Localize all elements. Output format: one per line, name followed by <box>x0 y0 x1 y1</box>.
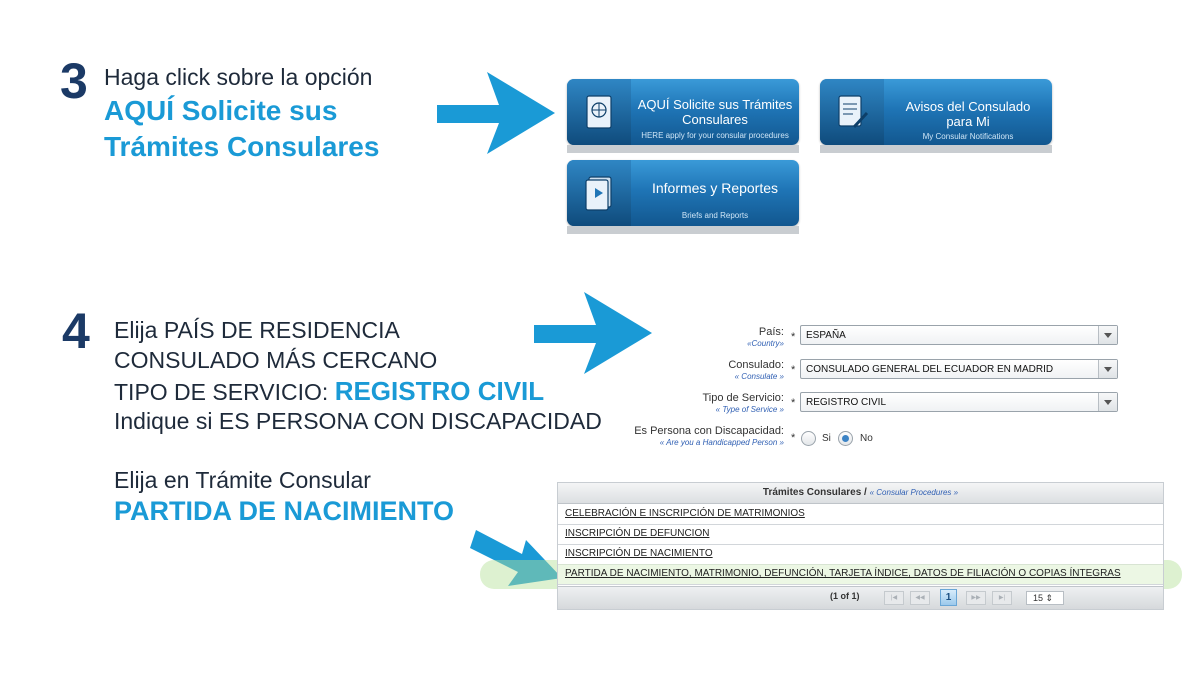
pais-label: País: «Country» <box>600 326 784 350</box>
informes-subtitle: Briefs and Reports <box>681 211 749 220</box>
consulado-value: CONSULADO GENERAL DEL ECUADOR EN MADRID <box>806 364 1054 375</box>
chevron-down-icon[interactable] <box>1098 393 1117 411</box>
chevron-down-icon[interactable] <box>1098 326 1117 344</box>
document-pen-icon <box>834 93 870 133</box>
servicio-select[interactable] <box>800 392 1118 412</box>
step-4-line-1: Elija PAÍS DE RESIDENCIA <box>114 317 400 343</box>
page-size-select[interactable]: 15 ⇕ <box>1026 591 1064 605</box>
last-page-icon[interactable]: ▶| <box>992 591 1012 605</box>
page-size-value: 15 <box>1033 593 1044 603</box>
required-mark: * <box>791 364 796 376</box>
avisos-title-line-1: Avisos del Consulado <box>905 99 1031 114</box>
step-4-number: 4 <box>62 303 90 359</box>
step-3-intro: Haga click sobre la opción <box>104 64 373 90</box>
discapacidad-label: Es Persona con Discapacidad: « Are you a Handicapped Person » <box>600 425 784 449</box>
consulado-label: Consulado: « Consulate » <box>600 359 784 383</box>
required-mark: * <box>791 397 796 409</box>
pais-select[interactable] <box>800 325 1118 345</box>
discapacidad-si-label: Si <box>822 433 831 444</box>
required-mark: * <box>791 331 796 343</box>
next-page-icon[interactable]: ▶▶ <box>966 591 986 605</box>
arrow-right-icon <box>437 72 555 154</box>
discapacidad-no-label: No <box>860 433 873 444</box>
step-3-option-line-2: Trámites Consulares <box>104 131 380 162</box>
table-header-sub: « Consular Procedures » <box>869 488 959 497</box>
button-shadow <box>820 145 1052 153</box>
consulado-select[interactable] <box>800 359 1118 379</box>
servicio-sublabel: « Type of Service » <box>715 405 784 414</box>
consulado-sublabel: « Consulate » <box>734 372 784 381</box>
avisos-title-line-2: para Mi <box>946 114 990 129</box>
avisos-subtitle: My Consular Notifications <box>922 132 1014 141</box>
table-pager <box>558 586 1163 609</box>
step-3-number: 3 <box>60 53 88 109</box>
required-mark: * <box>791 432 796 444</box>
informes-reportes-button[interactable] <box>567 160 799 226</box>
tramites-title-line-2: Consulares <box>682 112 748 127</box>
step-4-line-4: Indique si ES PERSONA CON DISCAPACIDAD <box>114 408 602 434</box>
discapacidad-si-radio[interactable] <box>801 431 816 446</box>
report-icon <box>581 174 617 214</box>
step-3-option-line-1: AQUÍ Solicite sus <box>104 95 338 126</box>
servicio-label: Tipo de Servicio: « Type of Service » <box>600 392 784 416</box>
step-4-line-2: CONSULADO MÁS CERCANO <box>114 347 438 373</box>
table-row[interactable]: INSCRIPCIÓN DE DEFUNCION <box>558 524 1163 545</box>
servicio-value: REGISTRO CIVIL <box>806 397 887 408</box>
table-row-partida[interactable]: PARTIDA DE NACIMIENTO, MATRIMONIO, DEFUNCIÓN, TARJETA ÍNDICE, DATOS DE FILIACIÓN O COPIAS ÍNTEGRAS <box>558 564 1163 585</box>
step-4-line-3 <box>114 378 544 404</box>
button-shadow <box>567 226 799 234</box>
passport-icon <box>581 93 617 133</box>
pais-sublabel: «Country» <box>747 339 784 348</box>
step-4-line-5: Elija en Trámite Consular <box>114 467 371 493</box>
table-header-title: Trámites Consulares / <box>762 487 870 498</box>
discapacidad-no-radio[interactable] <box>838 431 853 446</box>
pager-summary: (1 of 1) <box>830 591 860 601</box>
avisos-consulado-button[interactable] <box>820 79 1052 145</box>
button-shadow <box>567 145 799 153</box>
tramites-consulares-button[interactable] <box>567 79 799 145</box>
tramites-table <box>557 482 1164 610</box>
discapacidad-sublabel: « Are you a Handicapped Person » <box>659 438 784 447</box>
informes-title: Informes y Reportes <box>651 180 779 196</box>
tramites-subtitle: HERE apply for your consular procedures <box>641 131 789 140</box>
current-page-button[interactable]: 1 <box>940 589 957 606</box>
step-4-line-6: PARTIDA DE NACIMIENTO <box>114 496 455 526</box>
step-4-line-3-highlight: REGISTRO CIVIL <box>334 376 545 406</box>
step-4-line-3-prefix: TIPO DE SERVICIO: <box>114 379 335 405</box>
first-page-icon[interactable]: |◀ <box>884 591 904 605</box>
chevron-down-icon[interactable] <box>1098 360 1117 378</box>
table-row[interactable]: INSCRIPCIÓN DE NACIMIENTO <box>558 544 1163 565</box>
pais-value: ESPAÑA <box>806 330 846 341</box>
table-header <box>558 483 1163 504</box>
tramites-title-line-1: AQUÍ Solicite sus Trámites <box>637 97 793 112</box>
prev-page-icon[interactable]: ◀◀ <box>910 591 930 605</box>
table-row[interactable]: CELEBRACIÓN E INSCRIPCIÓN DE MATRIMONIOS <box>558 504 1163 525</box>
